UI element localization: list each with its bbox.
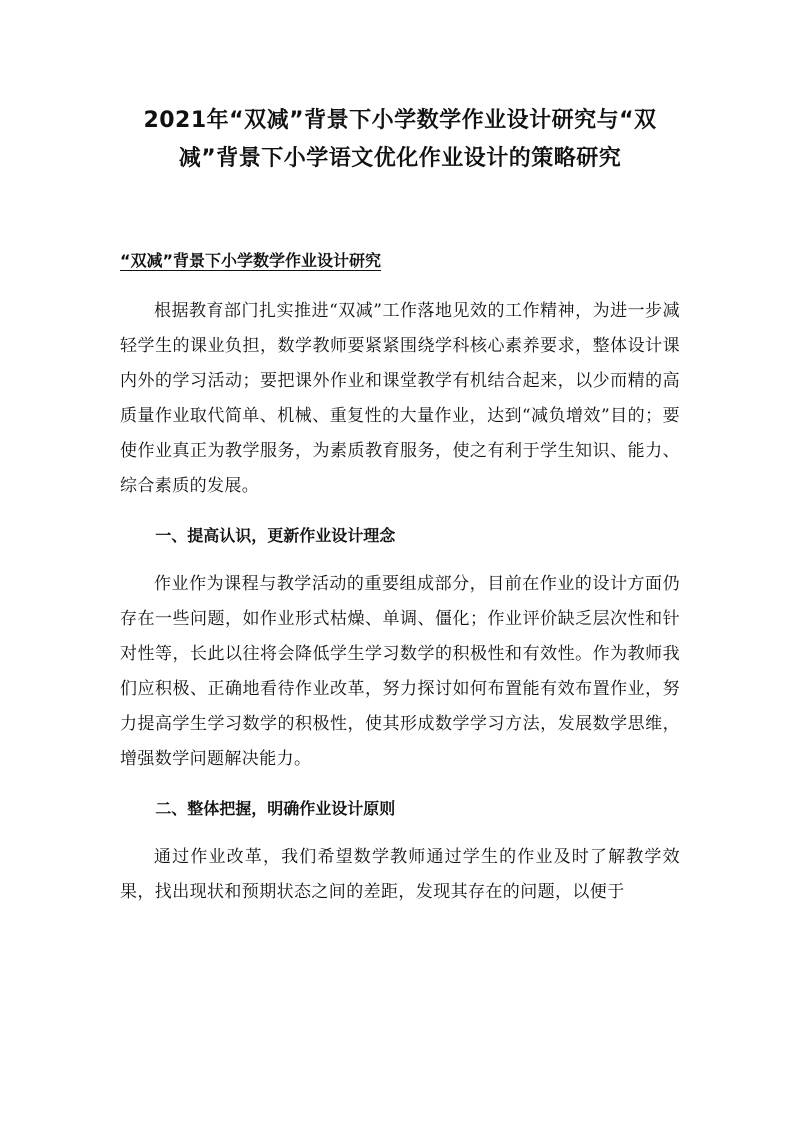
heading-1: 一、提高认识，更新作业设计理念: [155, 526, 396, 545]
section-title-text: “双减”背景下小学数学作业设计研究: [120, 251, 382, 270]
document-title: 2021年“双减”背景下小学数学作业设计研究与“双减”背景下小学语文优化作业设计的策略研究: [143, 108, 657, 171]
intro-paragraph: 根据教育部门扎实推进“双减”工作落地见效的工作精神，为进一步减轻学生的课业负担，数学教师要紧紧围绕学科核心素养要求，整体设计课内外的学习活动；要把课外作业和课堂教学有机结合起来，以少而精的高质量作业取代简单、机械、重复性的大量作业，达到“减负增效”目的；要使作业真正为教学服务，为素质教育服务，使之有利于学生知识、能力、综合素质的发展。: [120, 301, 680, 496]
section-title: [120, 250, 680, 272]
paragraph-2: 通过作业改革，我们希望数学教师通过学生的作业及时了解教学效果，找出现状和预期状态之间的差距，发现其存在的问题，以便于: [120, 847, 680, 902]
paragraph-1: 作业作为课程与教学活动的重要组成部分，目前在作业的设计方面仍存在一些问题，如作业形式枯燥、单调、僵化；作业评价缺乏层次性和针对性等，长此以往将会降低学生学习数学的积极性和有效性。作为教师我们应积极、正确地看待作业改革，努力探讨如何布置能有效布置作业，努力提高学生学习数学的积极性，使其形成数学学习方法，发展数学思维，增强数学问题解决能力。: [120, 574, 680, 769]
heading-2: 二、整体把握，明确作业设计原则: [155, 799, 396, 818]
